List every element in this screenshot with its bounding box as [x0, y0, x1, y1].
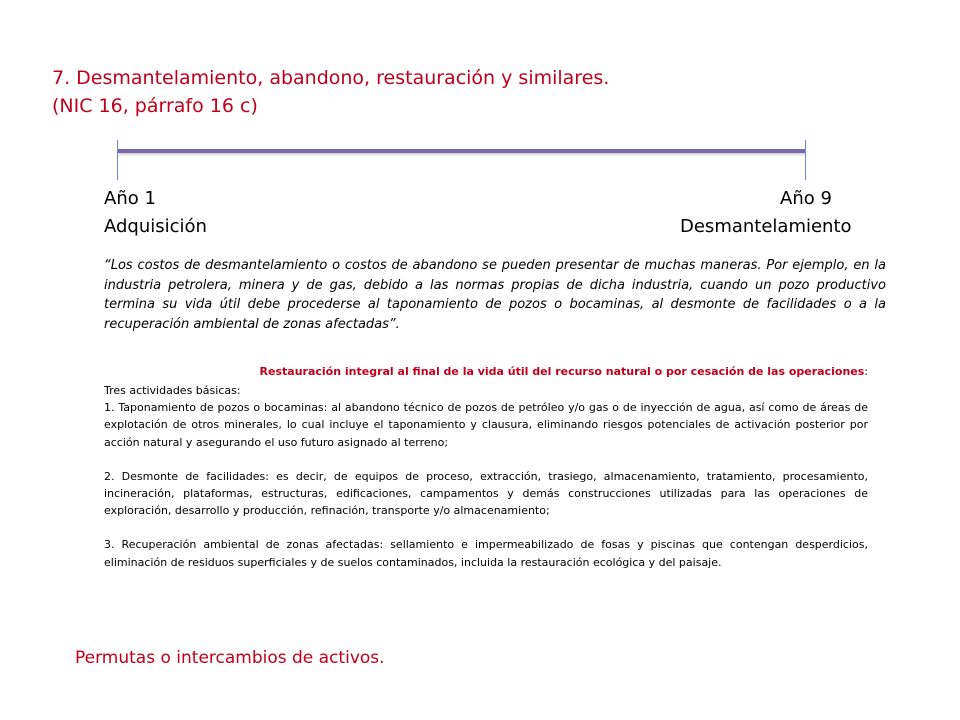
activities-intro: Tres actividades básicas:	[104, 384, 241, 397]
title-line-1: 7. Desmantelamiento, abandono, restauración y similares.	[52, 67, 610, 89]
timeline-end-label: Desmantelamiento	[680, 216, 852, 237]
timeline-start-year: Año 1	[104, 188, 156, 209]
restoration-heading	[104, 364, 868, 380]
activity-item-1: 1. Taponamiento de pozos o bocaminas: al abandono técnico de pozos de petróleo y/o gas o de inyección de agua, así como de áreas de explotación de otros minerales, lo cual incluye el taponamiento y clausura, eliminando riesgos potenciales de activación posterior por acción natural y asegurando el uso futuro asignado al terreno;	[104, 401, 868, 449]
activity-item-3: 3. Recuperación ambiental de zonas afectadas: sellamiento e impermeabilizado de fosas y piscinas que contengan desperdicios, eliminación de residuos superficiales y de suelos contaminados, incluida la restauración ecológica y del paisaje.	[104, 538, 868, 569]
activity-item-2: 2. Desmonte de facilidades: es decir, de equipos de proceso, extracción, trasiego, almacenamiento, tratamiento, procesamiento, incineración, plataformas, estructuras, edificaciones, campamentos y demás construcciones utilizadas para las operaciones de exploración, desarrollo y producción, refinación, transporte y/o almacenamiento;	[104, 469, 868, 518]
activities-list	[104, 382, 868, 571]
next-topic: Permutas o intercambios de activos.	[75, 648, 385, 668]
restoration-heading-colon: :	[864, 365, 868, 378]
title-line-2: (NIC 16, párrafo 16 c)	[52, 95, 258, 117]
slide-title	[52, 64, 609, 120]
timeline-end-tick	[805, 140, 806, 180]
definition-quote: “Los costos de desmantelamiento o costos de abandono se pueden presentar de muchas maneras. Por ejemplo, en la industria petrolera, minera y de gas, debido a las normas propias de dicha industria, cuando un pozo productivo termina su vida útil debe procederse al taponamiento de pozos o bocaminas, al desmonte de facilidades o a la recuperación ambiental de zonas afectadas”.	[104, 258, 886, 332]
timeline-start-tick	[117, 140, 118, 180]
timeline-bar	[118, 149, 806, 153]
restoration-heading-text: Restauración integral al final de la vida útil del recurso natural o por cesación de las operaciones	[259, 365, 865, 378]
timeline-start-label: Adquisición	[104, 216, 207, 237]
timeline-end-year: Año 9	[780, 188, 832, 209]
